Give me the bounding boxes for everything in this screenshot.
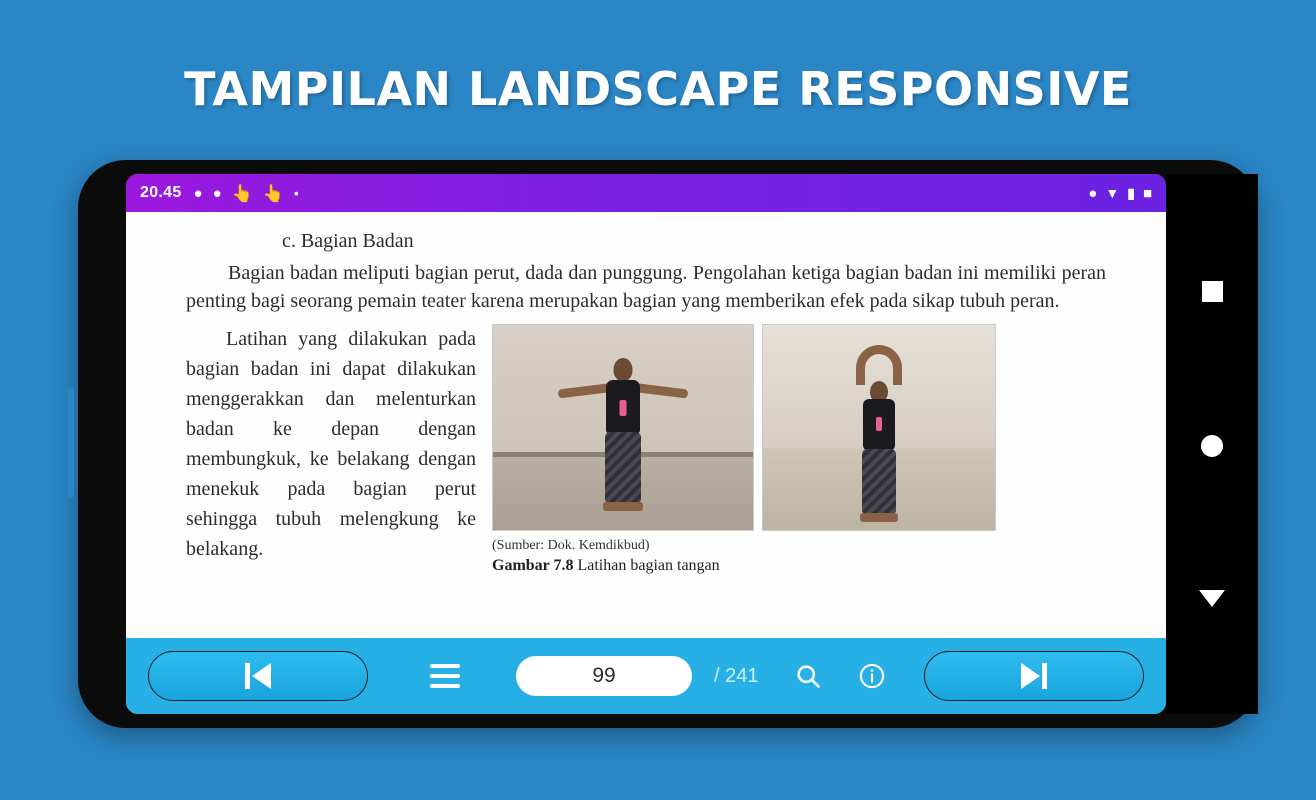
hand-pointer-icon: 👆 <box>262 183 285 203</box>
menu-icon-line <box>430 664 460 668</box>
next-arrow-icon <box>1021 663 1040 689</box>
status-left-icons <box>194 185 299 202</box>
battery-icon: ■ <box>1142 184 1152 202</box>
figure-label: Gambar 7.8 <box>492 556 574 574</box>
page-number-input[interactable]: 99 <box>516 656 692 696</box>
search-icon[interactable] <box>794 662 822 690</box>
device-nav-bar <box>1166 174 1258 714</box>
dot-icon: • <box>294 185 299 201</box>
recents-square-icon[interactable] <box>1202 281 1223 302</box>
prev-bar-icon <box>245 663 250 689</box>
volume-rocker[interactable] <box>68 388 74 498</box>
figure-caption-text: Latihan bagian tangan <box>577 556 720 574</box>
signal-icon: ▮ <box>1127 185 1135 201</box>
ebook-app <box>126 174 1166 714</box>
next-page-button[interactable] <box>924 651 1144 701</box>
page-total-label: / 241 <box>714 664 759 687</box>
section-heading: c. Bagian Badan <box>282 230 414 252</box>
figure-caption <box>492 557 1106 575</box>
reader-viewport[interactable] <box>126 212 1166 638</box>
location-pin-icon: ● <box>1088 184 1098 202</box>
figure-row <box>492 324 1106 531</box>
photo-arms-up <box>762 324 996 531</box>
book-page <box>126 212 1166 638</box>
status-bar <box>126 174 1166 212</box>
figure-source: (Sumber: Dok. Kemdikbud) <box>492 537 650 553</box>
next-bar-icon <box>1042 663 1047 689</box>
location-pin-icon: ● <box>212 184 222 202</box>
photo-arms-out <box>492 324 754 531</box>
page-columns <box>186 324 1106 575</box>
phone-screen <box>126 174 1166 714</box>
previous-page-button[interactable] <box>148 651 368 701</box>
menu-icon-line <box>430 684 460 688</box>
hand-pointer-icon: 👆 <box>231 183 253 203</box>
figure-block <box>492 324 1106 575</box>
paragraph-1: Bagian badan meliputi bagian perut, dada dan punggung. Pengolahan ketiga bagian badan ini memiliki peran penting bagi seorang pemain teater karena merupakan bagian yang memberikan efek pada sikap tubuh peran. <box>186 262 1106 313</box>
wifi-icon: ▼ <box>1105 185 1120 201</box>
menu-button[interactable] <box>422 656 468 696</box>
back-triangle-icon[interactable] <box>1199 590 1225 607</box>
menu-icon-line <box>430 674 460 678</box>
status-right-icons <box>1088 186 1152 201</box>
status-clock: 20.45 <box>140 184 182 201</box>
previous-arrow-icon <box>252 663 271 689</box>
paragraph-2: Latihan yang dilakukan pada bagian badan ini dapat dilakukan menggerakkan dan melenturkan badan ke depan dengan membungkuk, ke belakang dengan menekuk pada bagian perut sehingga tubuh melengkung ke belakang. <box>186 327 476 560</box>
reader-toolbar <box>126 638 1166 714</box>
info-icon[interactable] <box>858 662 886 690</box>
location-pin-icon: ● <box>193 184 203 202</box>
home-circle-icon[interactable] <box>1201 435 1223 457</box>
page-title: TAMPILAN LANDSCAPE RESPONSIVE <box>184 62 1132 116</box>
phone-device <box>78 160 1258 728</box>
